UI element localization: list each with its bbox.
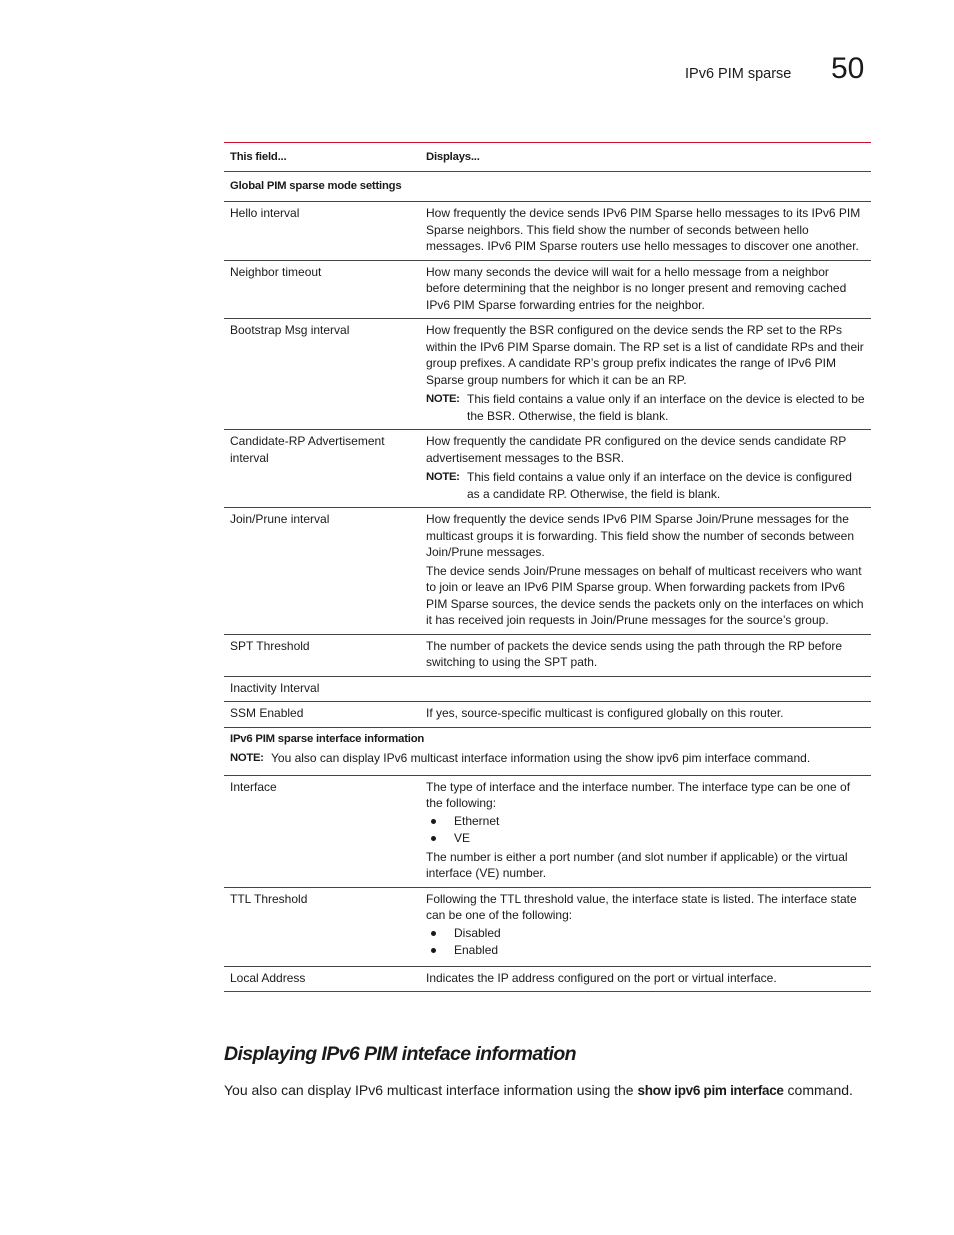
field-description-cell xyxy=(420,319,871,430)
list-item: Enabled xyxy=(426,942,865,960)
field-description-continued: The device sends Join/Prune messages on behalf of multicast receivers who want to join or leave an IPv6 PIM Sparse group. When forwarding packets from IPv6 PIM Sparse sources, the device sends the packets only on the interfaces on which it has received join requests in Join/Prune messages for the source’s group. xyxy=(426,563,864,627)
note-text: You also can display IPv6 multicast interface information using the show ipv6 pim interface command. xyxy=(271,751,811,765)
table-row xyxy=(224,676,871,702)
table-row xyxy=(224,508,871,635)
note xyxy=(426,391,865,424)
field-description-cell xyxy=(420,775,871,887)
note-text: This field contains a value only if an interface on the device is configured as a candidate RP. Otherwise, the field is blank. xyxy=(467,470,852,501)
field-name: TTL Threshold xyxy=(224,887,420,966)
note xyxy=(230,750,865,767)
table-row xyxy=(224,702,871,728)
field-description: How frequently the device sends IPv6 PIM Sparse hello messages to its IPv6 PIM Sparse neighbors. This field show the number of seconds between hello messages. IPv6 PIM Sparse routers use hello messages to discover one another. xyxy=(420,202,871,261)
field-description: How many seconds the device will wait for a hello message from a neighbor before determining that the neighbor is no longer present and removing cached IPv6 PIM Sparse forwarding entries for the neighbor. xyxy=(420,260,871,319)
field-description: How frequently the candidate PR configured on the device sends candidate RP advertisement messages to the BSR. xyxy=(426,434,847,465)
chapter-number: 50 xyxy=(831,52,865,85)
list-item: Ethernet xyxy=(426,813,865,831)
table-row xyxy=(224,202,871,261)
field-description: If yes, source-specific multicast is configured globally on this router. xyxy=(420,702,871,728)
field-name: Interface xyxy=(224,775,420,887)
field-description: The type of interface and the interface number. The interface type can be one of the following: xyxy=(426,779,851,810)
field-description xyxy=(420,676,871,702)
field-name: SSM Enabled xyxy=(224,702,420,728)
field-name: Hello interval xyxy=(224,202,420,261)
field-description-cell xyxy=(420,887,871,966)
list-item: VE xyxy=(426,830,865,848)
field-description-table xyxy=(224,142,871,992)
note xyxy=(426,469,865,502)
field-description: How frequently the BSR configured on the device sends the RP set to the RPs within the IPv6 PIM Sparse domain. The RP set is a list of candidate RPs and their group prefixes. A candidate RP’s group prefix indicates the range of IPv6 PIM Sparse group numbers for which it can be an RP. xyxy=(426,323,864,387)
section-title-global: Global PIM sparse mode settings xyxy=(224,172,871,202)
col-header-field: This field... xyxy=(224,143,420,172)
note-label: NOTE: xyxy=(230,752,264,764)
field-name: Bootstrap Msg interval xyxy=(224,319,420,430)
field-description: Following the TTL threshold value, the interface state is listed. The interface state can be one of the following: xyxy=(426,891,857,922)
col-header-displays: Displays... xyxy=(420,143,871,172)
paragraph-text: You also can display IPv6 multicast interface information using the xyxy=(224,1082,638,1098)
table-row xyxy=(224,319,871,430)
table-row xyxy=(224,634,871,676)
running-header-section: IPv6 PIM sparse xyxy=(685,66,792,82)
table-row xyxy=(224,430,871,508)
field-description: Indicates the IP address configured on the port or virtual interface. xyxy=(420,966,871,992)
field-name: Local Address xyxy=(224,966,420,992)
bullet-list xyxy=(426,925,865,960)
body-paragraph xyxy=(224,1081,864,1101)
list-item: Disabled xyxy=(426,925,865,943)
field-description-cell xyxy=(420,508,871,635)
section-row-global xyxy=(224,172,871,202)
field-description-cell xyxy=(420,430,871,508)
table-row xyxy=(224,260,871,319)
table-row xyxy=(224,887,871,966)
table-row xyxy=(224,775,871,887)
paragraph-text-end: command. xyxy=(783,1082,853,1098)
field-name: Candidate-RP Advertisement interval xyxy=(224,430,420,508)
note-label: NOTE: xyxy=(426,393,460,405)
field-description-continued: The number is either a port number (and slot number if applicable) or the virtual interface (VE) number. xyxy=(426,849,848,880)
field-name: Join/Prune interval xyxy=(224,508,420,635)
table-row xyxy=(224,966,871,992)
note-text: This field contains a value only if an interface on the device is elected to be the BSR. Otherwise, the field is blank. xyxy=(467,392,865,423)
field-name: Neighbor timeout xyxy=(224,260,420,319)
section-title-interface: IPv6 PIM sparse interface information xyxy=(230,732,425,745)
field-description: The number of packets the device sends using the path through the RP before switching to using the SPT path. xyxy=(420,634,871,676)
section-row-interface xyxy=(224,727,871,775)
field-name: Inactivity Interval xyxy=(224,676,420,702)
section-cell-interface xyxy=(224,727,871,775)
field-description: How frequently the device sends IPv6 PIM Sparse Join/Prune messages for the multicast groups it is forwarding. This field show the number of seconds between Join/Prune messages. xyxy=(426,512,854,559)
note-label: NOTE: xyxy=(426,471,460,483)
table-header-row xyxy=(224,143,871,172)
field-name: SPT Threshold xyxy=(224,634,420,676)
command-text: show ipv6 pim interface xyxy=(637,1083,784,1098)
section-heading: Displaying IPv6 PIM inteface information xyxy=(224,1043,576,1065)
bullet-list xyxy=(426,813,865,848)
